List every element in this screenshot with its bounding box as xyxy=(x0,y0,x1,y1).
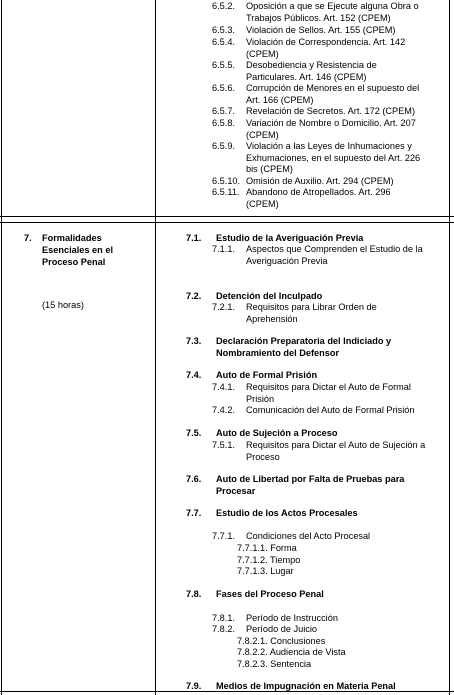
item-number: 7.2.1. xyxy=(212,302,235,312)
item-text: Violación a las Leyes de Inhumaciones y xyxy=(246,141,412,151)
item-text: 7.7.1.1. Forma xyxy=(237,543,297,553)
item-number: 7.7.1. xyxy=(212,531,235,541)
item-number: 7.1. xyxy=(186,233,202,243)
item-text: Detención del Inculpado xyxy=(216,291,323,301)
item-text: Auto de Sujeción a Proceso xyxy=(216,428,338,438)
item-text: Averiguación Previa xyxy=(246,255,328,266)
item-text: Fases del Proceso Penal xyxy=(216,589,324,599)
item-number: 6.5.10. xyxy=(212,176,241,186)
item-number: 6.5.6. xyxy=(212,83,235,93)
item-number: 6.5.4. xyxy=(212,37,235,47)
item-text: Auto de Formal Prisión xyxy=(216,370,318,380)
item-text: 7.7.1.2. Tiempo xyxy=(237,555,301,565)
item-number: 7.4.2. xyxy=(212,405,235,415)
item-text: Comunicación del Auto de Formal Prisión xyxy=(246,405,415,415)
item-text: Período de Instrucción xyxy=(246,613,338,623)
item-number: 7.1.1. xyxy=(212,244,235,254)
item-number: 7.7. xyxy=(186,508,202,518)
item-text: (CPEM) xyxy=(246,48,279,59)
item-text: Violación de Correspondencia. Art. 142 xyxy=(246,37,406,47)
item-number: 7.2. xyxy=(186,291,202,301)
item-number: 7.5. xyxy=(186,428,202,438)
item-number: 7.4. xyxy=(186,370,202,380)
item-text: (CPEM) xyxy=(246,198,279,209)
item-text: Proceso xyxy=(246,451,280,462)
item-text: 7.8.2.2. Audiencia de Vista xyxy=(237,647,346,657)
item-number: 6.5.5. xyxy=(212,60,235,70)
item-number: 7.8.2. xyxy=(212,624,235,634)
item-number: 6.5.9. xyxy=(212,141,235,151)
row-divider-2 xyxy=(0,222,454,223)
item-number: 7.4.1. xyxy=(212,382,235,392)
item-text: (CPEM) xyxy=(246,129,279,140)
item-number: 7.3. xyxy=(186,336,202,346)
item-text: Estudio de los Actos Procesales xyxy=(216,508,358,518)
item-text: bis (CPEM) xyxy=(246,164,293,175)
item-text: Abandono de Atropellados. Art. 296 xyxy=(246,187,391,197)
item-text: Trabajos Públicos. Art. 152 (CPEM) xyxy=(246,12,391,23)
item-number: 7.9. xyxy=(186,681,202,691)
item-number: 6.5.7. xyxy=(212,106,235,116)
item-text: Medios de Impugnación en Materia Penal xyxy=(216,681,396,691)
item-number: 6.5.2. xyxy=(212,1,235,11)
item-text: Requisitos para Librar Orden de xyxy=(246,302,377,312)
unit-title-line-1: Formalidades xyxy=(42,233,102,243)
item-text: Omisión de Auxilio. Art. 294 (CPEM) xyxy=(246,176,394,186)
item-text: Variación de Nombre o Domicilio. Art. 207 xyxy=(246,118,416,128)
item-number: 7.8.1. xyxy=(212,613,235,623)
right-border xyxy=(449,0,450,695)
item-text: Exhumaciones, en el supuesto del Art. 226 xyxy=(246,152,421,163)
item-text: Estudio de la Averiguación Previa xyxy=(216,233,364,243)
item-text: Declaración Preparatoria del Indiciado y xyxy=(216,336,392,346)
unit-title-line-3: Proceso Penal xyxy=(42,257,106,267)
item-number: 6.5.3. xyxy=(212,25,235,35)
item-number: 6.5.8. xyxy=(212,118,235,128)
item-text: Requisitos para Dictar el Auto de Sujeción a xyxy=(246,440,426,450)
item-text: 7.8.2.3. Sentencia xyxy=(237,659,312,669)
item-text: Desobediencia y Resistencia de xyxy=(246,60,377,70)
item-text: Nombramiento del Defensor xyxy=(216,347,340,358)
item-text: Corrupción de Menores en el supuesto del xyxy=(246,83,420,93)
item-text: Condiciones del Acto Procesal xyxy=(246,531,371,541)
item-text: Particulares. Art. 146 (CPEM) xyxy=(246,71,367,82)
unit-number: 7. xyxy=(24,233,32,243)
item-text: Prisión xyxy=(246,393,275,404)
item-text: Oposición a que se Ejecute alguna Obra o xyxy=(246,1,419,11)
item-text: Aprehensión xyxy=(246,313,298,324)
item-text: Período de Juicio xyxy=(246,624,317,634)
item-text: Revelación de Secretos. Art. 172 (CPEM) xyxy=(246,106,416,116)
unit-title-line-2: Esenciales en el xyxy=(42,245,113,255)
item-text: 7.7.1.3. Lugar xyxy=(237,566,294,576)
item-number: 7.8. xyxy=(186,589,202,599)
row-divider xyxy=(0,216,454,217)
item-text: Violación de Sellos. Art. 155 (CPEM) xyxy=(246,25,396,35)
unit-hours: (15 horas) xyxy=(42,300,84,310)
item-text: Aspectos que Comprenden el Estudio de la xyxy=(246,244,423,254)
item-text: Art. 166 (CPEM) xyxy=(246,94,314,105)
item-number: 6.5.11. xyxy=(212,187,240,197)
item-text: 7.8.2.1. Conclusiones xyxy=(237,636,326,646)
item-text: Auto de Libertad por Falta de Pruebas para xyxy=(216,474,405,484)
item-number: 7.5.1. xyxy=(212,440,235,450)
left-border xyxy=(1,0,2,695)
item-text: Procesar xyxy=(216,485,256,496)
item-number: 7.6. xyxy=(186,474,202,484)
column-divider xyxy=(155,0,156,695)
item-text: Requisitos para Dictar el Auto de Formal xyxy=(246,382,411,392)
